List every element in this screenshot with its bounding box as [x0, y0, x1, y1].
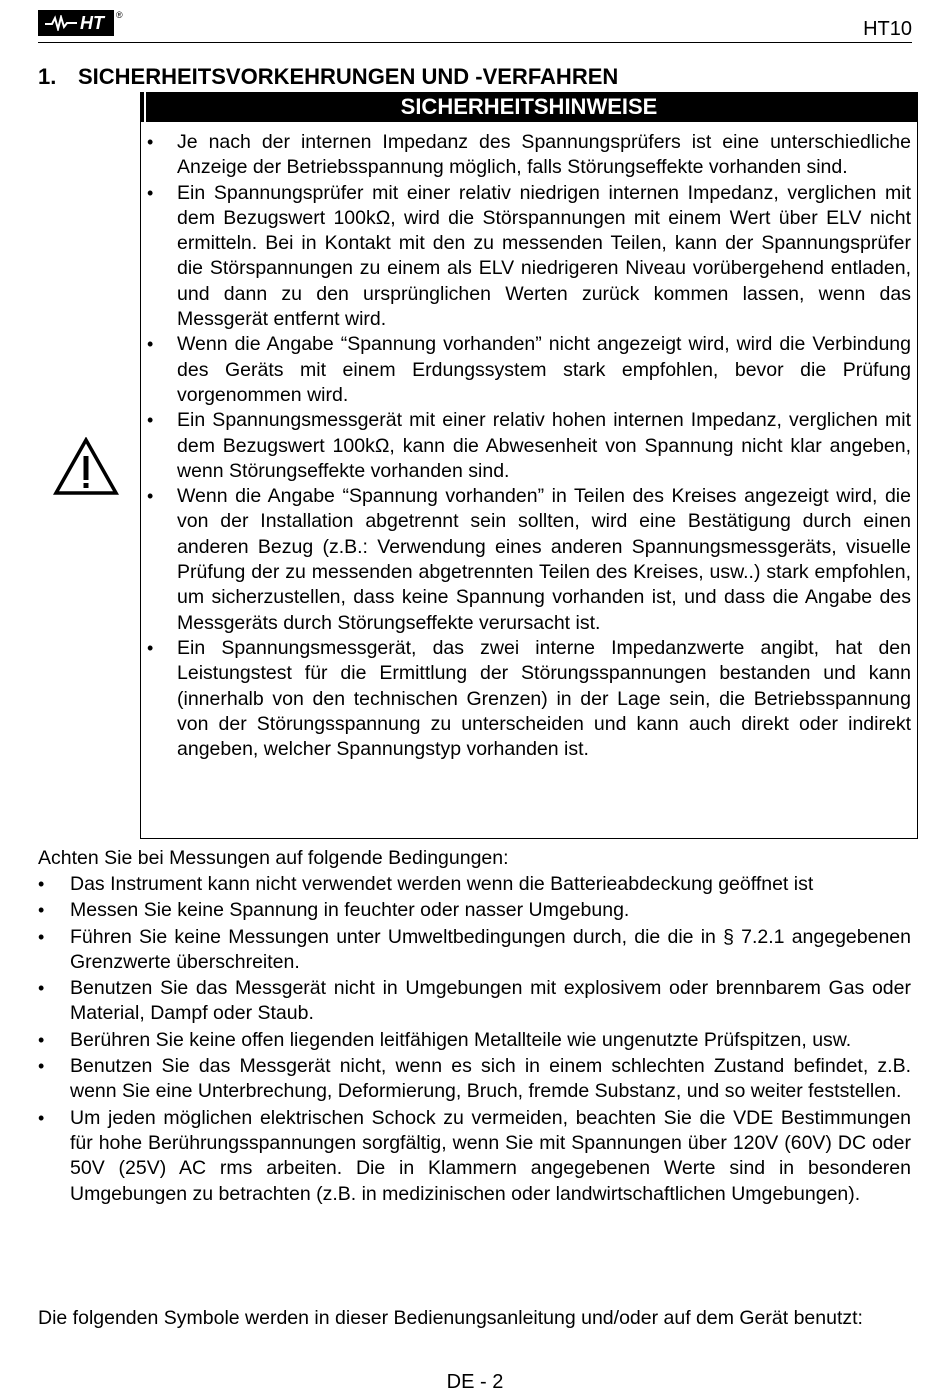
- list-item: • Benutzen Sie das Messgerät nicht in Umgebungen mit explosivem oder brennbarem Gas oder Material, Dampf oder Staub.: [70, 976, 911, 1027]
- chapter-number: 1.: [38, 64, 57, 89]
- list-item: • Ein Spannungsmessgerät, das zwei interne Impedanzwerte angibt, hat den Leistungstest für die Ermittlung der Störungsspannungen bestanden und kann (innerhalb von den technischen Grenzen) in der Lage sein, die Betriebsspannung von der Störungsspannung zu unterscheiden und kann auch direkt oder indirekt angeben, welcher Spannungstyp vorhanden ist.: [177, 636, 911, 762]
- conditions-intro: Achten Sie bei Messungen auf folgende Bedingungen:: [38, 847, 509, 869]
- safety-notes-list: [177, 130, 911, 762]
- list-item: • Führen Sie keine Messungen unter Umweltbedingungen durch, die die in § 7.2.1 angegebenen Grenzwerte überschreiten.: [70, 925, 911, 976]
- ht-logo: [38, 10, 123, 36]
- lightning-icon: [44, 15, 78, 31]
- conditions-list: [70, 872, 911, 1208]
- safety-notes-title: SICHERHEITSHINWEISE: [400, 94, 658, 119]
- list-item: • Wenn die Angabe “Spannung vorhanden” in Teilen des Kreises angezeigt wird, die von der Installation abgetrennt sein sollten, wird eine Bestätigung durch einen anderen Bezug (z.B.: Verwendung eines anderen Spannungsmessgeräts, visuelle Prüfung der zu messenden abgetrennten Teilen des Kreises, usw..) stark empfohlen, um sicherzustellen, dass keine Spannung vorhanden ist, und dass die Angabe des Messgeräts durch Störungseffekte verursacht ist.: [177, 484, 911, 636]
- list-item: • Um jeden möglichen elektrischen Schock zu vermeiden, beachten Sie die VDE Bestimmungen für hohe Berührungsspannungen sorgfältig, wenn Sie mit Spannungen über 120V (60V) DC oder 50V (25V) AC rms arbeiten. Die in Klammern angegebenen Werte sind in besonderen Umgebungen zu betrachten (z.B. in medizinischen oder landwirtschaftlichen Umgebungen).: [70, 1106, 911, 1207]
- symbols-intro: Die folgenden Symbole werden in dieser Bedienungsanleitung und/oder auf dem Gerät benutzt:: [38, 1307, 863, 1329]
- list-item: • Ein Spannungsprüfer mit einer relativ niedrigen internen Impedanz, verglichen mit dem Bezugswert 100kΩ, wird die Störspannungen mit einem Wert über ELV nicht ermitteln. Bei in Kontakt mit den zu messenden Teilen, kann der Spannungsprüfer die Störspannungen zu einem als ELV niedrigeren Niveau vorübergehend entladen, und dann zu den ursprünglichen Werten zurück kommen lassen, wenn das Messgerät entfernt wird.: [177, 181, 911, 333]
- chapter-heading: [38, 64, 618, 90]
- list-item: • Wenn die Angabe “Spannung vorhanden” nicht angezeigt wird, wird die Verbindung des Geräts mit einem Erdungssystem stark empfohlen, bevor die Prüfung vorgenommen wird.: [177, 332, 911, 408]
- list-item: • Das Instrument kann nicht verwendet werden wenn die Batterieabdeckung geöffnet ist: [70, 872, 911, 897]
- registered-mark: ®: [116, 10, 123, 20]
- page-header: [38, 8, 912, 43]
- list-item: • Messen Sie keine Spannung in feuchter oder nasser Umgebung.: [70, 898, 911, 923]
- logo-text: HT: [80, 12, 104, 33]
- chapter-title: SICHERHEITSVORKEHRUNGEN UND -VERFAHREN: [78, 64, 619, 89]
- list-item: • Berühren Sie keine offen liegenden leitfähigen Metallteile wie ungenutzte Prüfspitzen, usw.: [70, 1028, 911, 1053]
- model-name: HT10: [863, 18, 912, 40]
- safety-notes-banner: [140, 92, 918, 122]
- warning-triangle-icon: [53, 437, 119, 497]
- list-item: • Benutzen Sie das Messgerät nicht, wenn es sich in einem schlechten Zustand befindet, z.B. wenn Sie eine Unterbrechung, Deformierung, Bruch, fremde Substanz, und so weiter feststellen.: [70, 1054, 911, 1105]
- list-item: • Ein Spannungsmessgerät mit einer relativ hohen internen Impedanz, verglichen mit dem Bezugswert 100kΩ, kann die Abwesenheit von Spannung nicht klar angeben, wenn Störungseffekte vorhanden sind.: [177, 408, 911, 484]
- page-number: DE - 2: [446, 1371, 504, 1393]
- list-item: • Je nach der internen Impedanz des Spannungsprüfers ist eine unterschiedliche Anzeige der Betriebsspannung möglich, falls Störungseffekte vorhanden sind.: [177, 130, 911, 181]
- banner-stripe: [144, 92, 146, 122]
